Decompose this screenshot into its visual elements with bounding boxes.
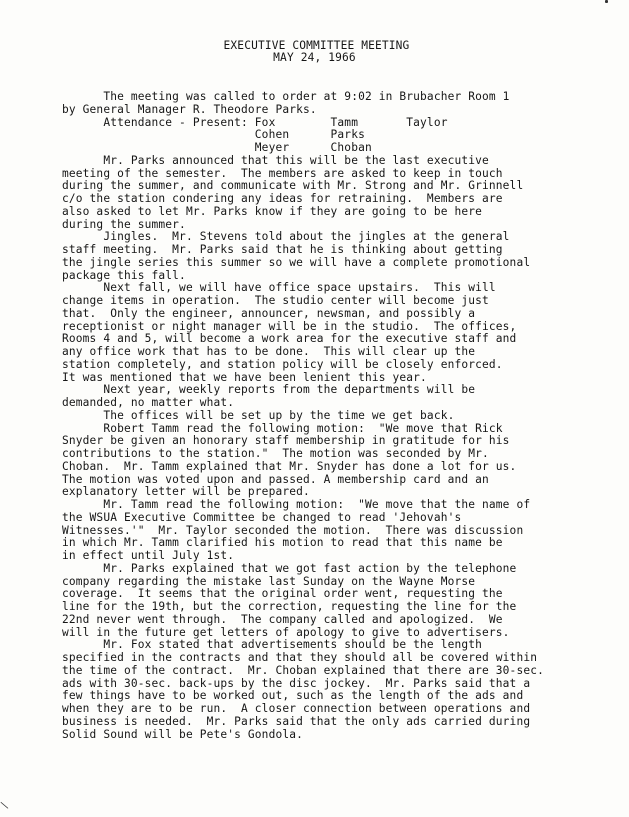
minutes-line: that. Only the engineer, announcer, newsman, and possibly a bbox=[62, 306, 476, 320]
minutes-line: station completely, and station policy will be closely enforced. bbox=[62, 357, 503, 371]
minutes-line: few things have to be worked out, such as the length of the ads and bbox=[62, 689, 524, 703]
minutes-line: c/o the station condering any ideas for retraining. Members are bbox=[62, 192, 503, 205]
minutes-line: receptionist or night manager will be in the studio. The offices, bbox=[62, 319, 517, 333]
minutes-line: Mr. Fox stated that advertisements should be the length bbox=[62, 638, 483, 652]
minutes-line: Choban. Mr. Tamm explained that Mr. Snyder has done a lot for us. bbox=[62, 459, 517, 473]
minutes-line: during the summer, and communicate with Mr. Strong and Mr. Grinnell bbox=[62, 179, 524, 193]
minutes-line: during the summer. bbox=[62, 217, 186, 231]
minutes-line: ads with 30-sec. back-ups by the disc jockey. Mr. Parks said that a bbox=[62, 676, 531, 690]
minutes-line: meeting of the semester. The members are asked to keep in touch bbox=[62, 166, 503, 180]
minutes-line: Solid Sound will be Pete's Gondola. bbox=[62, 727, 303, 741]
minutes-line: change items in operation. The studio center will become just bbox=[62, 294, 489, 307]
minutes-line: Mr. Parks announced that this will be the last executive bbox=[62, 153, 489, 167]
minutes-line: Jingles. Mr. Stevens told about the jingles at the general bbox=[62, 230, 510, 244]
minutes-line: also asked to let Mr. Parks know if they are going to be here bbox=[62, 204, 483, 218]
minutes-line: by General Manager R. Theodore Parks. bbox=[62, 102, 317, 116]
minutes-body bbox=[62, 91, 622, 741]
minutes-line: The motion was voted upon and passed. A membership card and an bbox=[62, 472, 489, 486]
minutes-line: line for the 19th, but the correction, requesting the line for the bbox=[62, 600, 517, 613]
minutes-line: Mr. Tamm read the following motion: "We move that the name of bbox=[62, 498, 531, 511]
minutes-line: Attendance - Present: Fox Tamm Taylor bbox=[62, 115, 448, 129]
minutes-line: Cohen Parks bbox=[62, 128, 365, 142]
minutes-line: the time of the contract. Mr. Choban explained that there are 30-sec. bbox=[62, 663, 544, 677]
minutes-line: Next fall, we will have office space upstairs. This will bbox=[62, 281, 496, 295]
minutes-line: will in the future get letters of apology to give to advertisers. bbox=[62, 625, 510, 639]
minutes-line: Meyer Choban bbox=[62, 141, 372, 154]
minutes-line: The offices will be set up by the time we get back. bbox=[62, 408, 455, 422]
minutes-line: business is needed. Mr. Parks said that the only ads carried during bbox=[62, 714, 531, 728]
meeting-date: MAY 24, 1966 bbox=[273, 51, 356, 64]
document-title: EXECUTIVE COMMITTEE MEETING bbox=[223, 39, 410, 52]
minutes-line: the jingle series this summer so we will have a complete promotional bbox=[62, 255, 531, 269]
minutes-line: in effect until July 1st. bbox=[62, 549, 235, 562]
minutes-line: any office work that has to be done. This will clear up the bbox=[62, 345, 476, 358]
minutes-line: the WSUA Executive Committee be changed to read 'Jehovah's bbox=[62, 510, 462, 524]
minutes-line: Mr. Parks explained that we got fast action by the telephone bbox=[62, 561, 517, 575]
minutes-line: contributions to the station." The motion was seconded by Mr. bbox=[62, 447, 489, 460]
minutes-line: The meeting was called to order at 9:02 in Brubacher Room 1 bbox=[62, 90, 510, 103]
minutes-line: coverage. It seems that the original order went, requesting the bbox=[62, 587, 503, 601]
scan-corner-mark bbox=[0, 800, 10, 809]
minutes-line: company regarding the mistake last Sunday on the Wayne Morse bbox=[62, 574, 476, 588]
minutes-line: It was mentioned that we have been lenient this year. bbox=[62, 370, 427, 384]
minutes-line: 22nd never went through. The company called and apologized. We bbox=[62, 612, 503, 626]
minutes-line: Next year, weekly reports from the departments will be bbox=[62, 383, 476, 397]
minutes-line: Snyder be given an honorary staff membership in gratitude for his bbox=[62, 434, 510, 448]
minutes-line: in which Mr. Tamm clarified his motion to read that this name be bbox=[62, 536, 503, 550]
minutes-line: when they are to be run. A closer connection between operations and bbox=[62, 702, 531, 715]
minutes-line: staff meeting. Mr. Parks said that he is thinking about getting bbox=[62, 243, 503, 256]
minutes-line: Rooms 4 and 5, will become a work area for the executive staff and bbox=[62, 332, 517, 346]
minutes-line: demanded, no matter what. bbox=[62, 396, 235, 409]
minutes-line: explanatory letter will be prepared. bbox=[62, 485, 310, 499]
minutes-line: package this fall. bbox=[62, 268, 186, 282]
minutes-line: Robert Tamm read the following motion: "We move that Rick bbox=[62, 421, 503, 435]
scan-speck bbox=[605, 0, 608, 3]
minutes-line: specified in the contracts and that they should all be covered within bbox=[62, 651, 538, 664]
minutes-line: Witnesses.'" Mr. Taylor seconded the motion. There was discussion bbox=[62, 523, 524, 537]
